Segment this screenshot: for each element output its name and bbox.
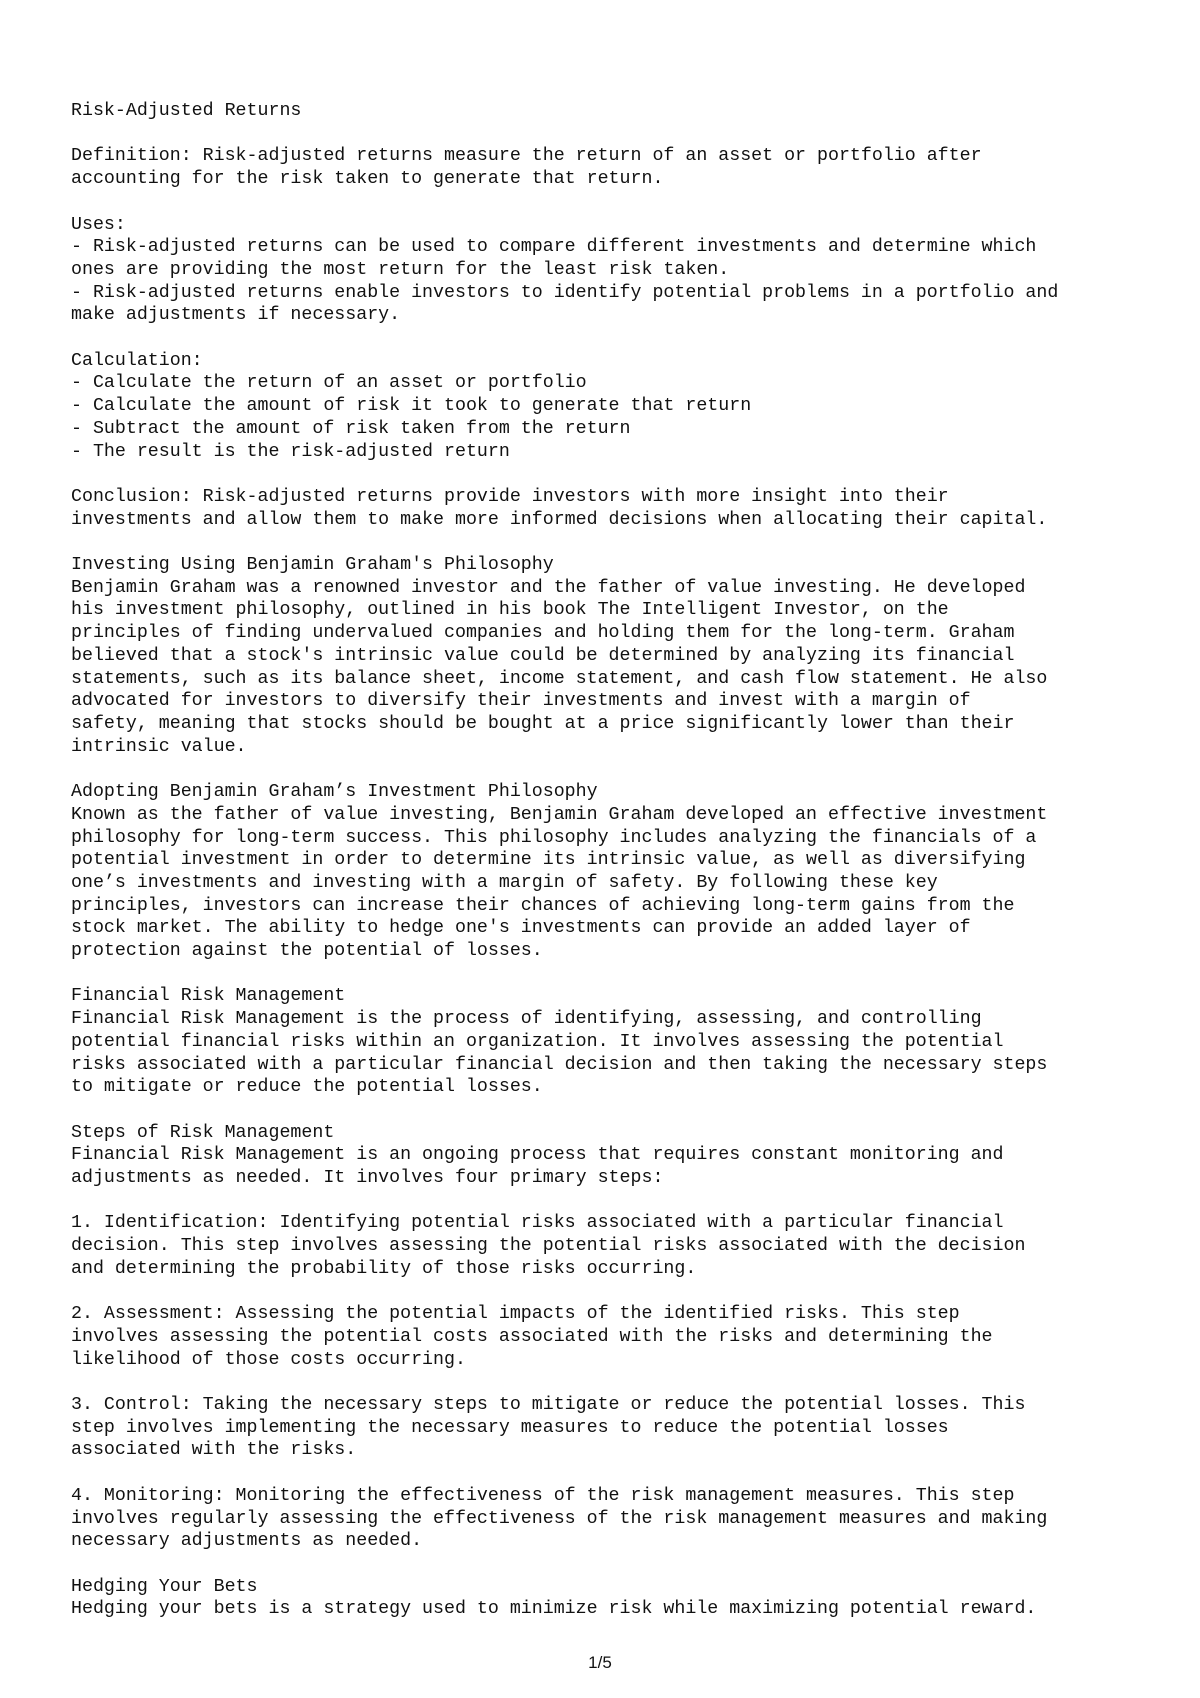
page-number: 1/5 xyxy=(588,1653,612,1672)
document-body-text: Risk-Adjusted Returns Definition: Risk-adjusted returns measure the return of an asset or portfolio after accounting for the risk taken to generate that return. Uses: - Risk-adjusted returns can be used to compare different investments and determine which ones are providing the most return for the least risk taken. - Risk-adjusted returns enable investors to identify potential problems in a portfolio and make adjustments if necessary. Calculation: - Calculate the return of an asset or portfolio - Calculate the amount of risk it took to generate that return - Subtract the amount of risk taken from the return - The result is the risk-adjusted return Conclusion: Risk-adjusted returns provide investors with more insight into their investments and allow them to make more informed decisions when allocating their capital. Investing Using Benjamin Graham's Philosophy Benjamin Graham was a renowned investor and the father of value investing. He developed his investment philosophy, outlined in his book The Intelligent Investor, on the principles of finding undervalued companies and holding them for the long-term. Graham believed that a stock's intrinsic value could be determined by analyzing its financial statements, such as its balance sheet, income statement, and cash flow statement. He also advocated for investors to diversify their investments and invest with a margin of safety, meaning that stocks should be bought at a price significantly lower than their intrinsic value. Adopting Benjamin Graham’s Investment Philosophy Known as the father of value investing, Benjamin Graham developed an effective investment philosophy for long-term success. This philosophy includes analyzing the financials of a potential investment in order to determine its intrinsic value, as well as diversifying one’s investments and investing with a margin of safety. By following these key principles, investors can increase their chances of achieving long-term gains from the stock market. The ability to hedge one's investments can provide an added layer of protection against the potential of losses. Financial Risk Management Financial Risk Management is the process of identifying, assessing, and controlling potential financial risks within an organization. It involves assessing the potential risks associated with a particular financial decision and then taking the necessary steps to mitigate or reduce the potential losses. Steps of Risk Management Financial Risk Management is an ongoing process that requires constant monitoring and adjustments as needed. It involves four primary steps: 1. Identification: Identifying potential risks associated with a particular financial decision. This step involves assessing the potential risks associated with the decision and determining the probability of those risks occurring. 2. Assessment: Assessing the potential impacts of the identified risks. This step involves assessing the potential costs associated with the risks and determining the likelihood of those costs occurring. 3. Control: Taking the necessary steps to mitigate or reduce the potential losses. This step involves implementing the necessary measures to reduce the potential losses associated with the risks. 4. Monitoring: Monitoring the effectiveness of the risk management measures. This step involves regularly assessing the effectiveness of the risk management measures and making necessary adjustments as needed. Hedging Your Bets Hedging your bets is a strategy used to minimize risk while maximizing potential reward. xyxy=(71,101,1059,1620)
